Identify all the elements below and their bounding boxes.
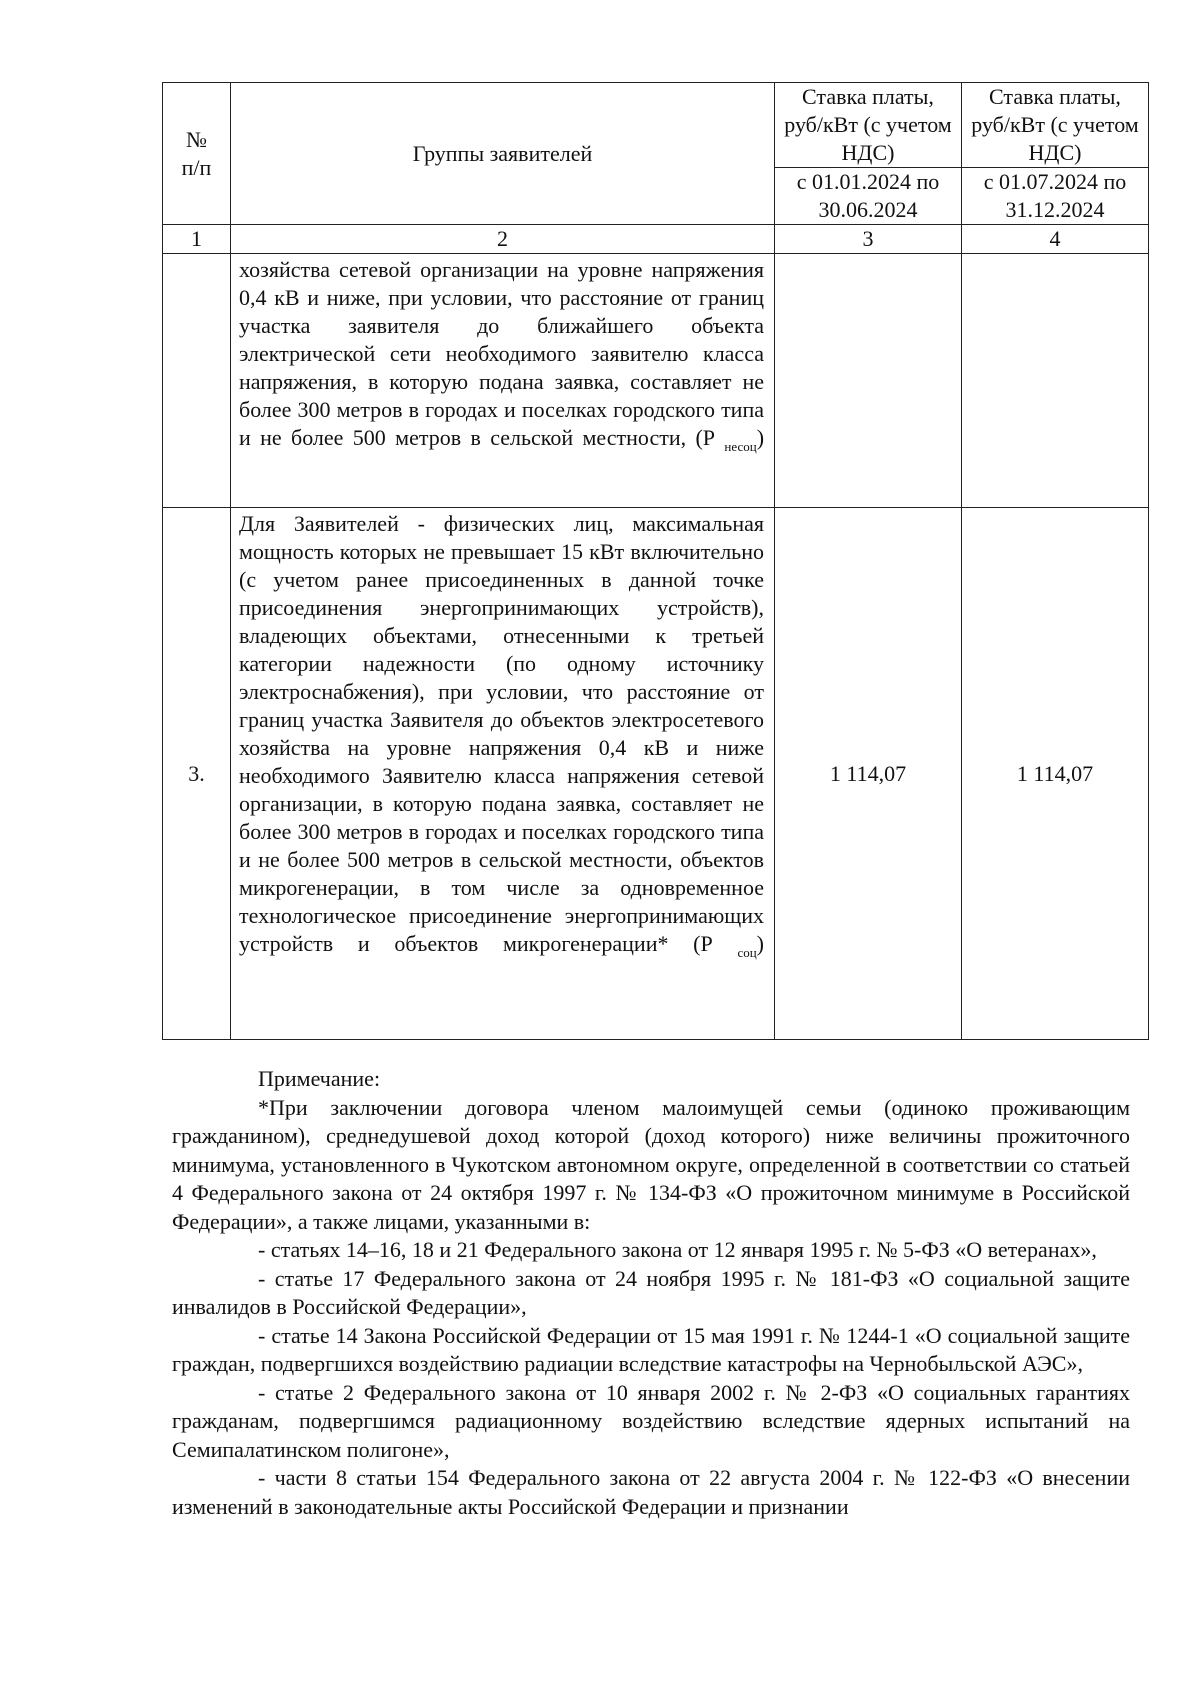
rate-cell-empty	[775, 254, 962, 508]
rate-value-col4: 1 114,07	[962, 508, 1149, 1040]
closing-paren: )	[756, 425, 765, 450]
note-paragraph: - части 8 статьи 154 Федерального закона от 22 августа 2004 г. № 122-ФЗ «О внесении изменений в законодательные акты Российской Федерации и признании	[172, 1465, 1130, 1519]
numbering-cell: 4	[962, 225, 1149, 254]
header-rate-label-col3: Ставка платы, руб/кВт (с учетом НДС)	[775, 83, 962, 168]
row-number-empty	[163, 254, 231, 508]
note-paragraph: - статье 17 Федерального закона от 24 ноября 1995 г. № 181-ФЗ «О социальной защите инвалидов в Российской Федерации»,	[172, 1265, 1130, 1319]
subscript-label: несоц	[724, 439, 757, 454]
group-description-continued	[231, 254, 775, 508]
note-paragraph: *При заключении договора членом малоимущей семьи (одиноко проживающим гражданином), среднедушевой доход которой (доход которого) ниже величины прожиточного минимума, установленного в Чукотском автономном округе, определенной в соответствии со статьей 4 Федерального закона от 24 октября 1997 г. № 134-ФЗ «О прожиточном минимуме в Российской Федерации», а также лицами, указанными в:	[172, 1094, 1130, 1234]
group-text: Для Заявителей - физических лиц, максимальная мощность которых не превышает 15 кВт включительно (с учетом ранее присоединенных в данной точке присоединения энергопринимающих устройств), владеющих объектами, отнесенными к третьей категории надежности (по одному источнику электроснабжения), при условии, что расстояние от границ участка Заявителя до объектов электросетевого хозяйства на уровне напряжения 0,4 кВ и ниже необходимого Заявителю класса напряжения сетевой организации, в которую подана заявка, составляет не более 300 метров в городах и поселках городского типа и не более 500 метров в сельской местности, объектов микрогенерации, в том числе за одновременное технологическое присоединение энергопринимающих устройств и объектов микрогенерации* (Р	[239, 511, 764, 956]
row-number: 3.	[163, 508, 231, 1040]
rate-value-col3: 1 114,07	[775, 508, 962, 1040]
header-period-col4: с 01.07.2024 по 31.12.2024	[962, 168, 1149, 225]
numbering-row	[163, 225, 1149, 254]
tariff-table	[162, 82, 1149, 1040]
closing-paren: )	[756, 931, 764, 956]
table-row	[163, 254, 1149, 508]
notes-section	[172, 1065, 1130, 1521]
note-paragraph: - статье 2 Федерального закона от 10 января 2002 г. № 2-ФЗ «О социальных гарантиях гражданам, подвергшимся радиационному воздействию вследствие ядерных испытаний на Семипалатинском полигоне»,	[172, 1379, 1130, 1462]
note-paragraph: - статье 14 Закона Российской Федерации от 15 мая 1991 г. № 1244-1 «О социальной защите граждан, подвергшихся воздействию радиации вследствие катастрофы на Чернобыльской АЭС»,	[172, 1322, 1130, 1376]
header-col-groups: Группы заявителей	[231, 83, 775, 225]
group-description	[231, 508, 775, 1040]
numbering-cell: 1	[163, 225, 231, 254]
numbering-cell: 2	[231, 225, 775, 254]
header-period-col3: с 01.01.2024 по 30.06.2024	[775, 168, 962, 225]
subscript-label: соц	[737, 945, 757, 960]
header-col-number: № п/п	[163, 83, 231, 225]
numbering-cell: 3	[775, 225, 962, 254]
notes-heading: Примечание:	[258, 1066, 381, 1091]
note-paragraph: - статьях 14–16, 18 и 21 Федерального закона от 12 января 1995 г. № 5-ФЗ «О ветеранах»,	[258, 1237, 1097, 1262]
header-rate-label-col4: Ставка платы, руб/кВт (с учетом НДС)	[962, 83, 1149, 168]
table-row	[163, 508, 1149, 1040]
group-text: хозяйства сетевой организации на уровне напряжения 0,4 кВ и ниже, при условии, что расстояние от границ участка заявителя до ближайшего объекта электрической сети необходимого заявителю класса напряжения, в которую подана заявка, составляет не более 300 метров в городах и поселках городского типа и не более 500 метров в сельской местности, (Р	[239, 257, 764, 450]
rate-cell-empty	[962, 254, 1149, 508]
